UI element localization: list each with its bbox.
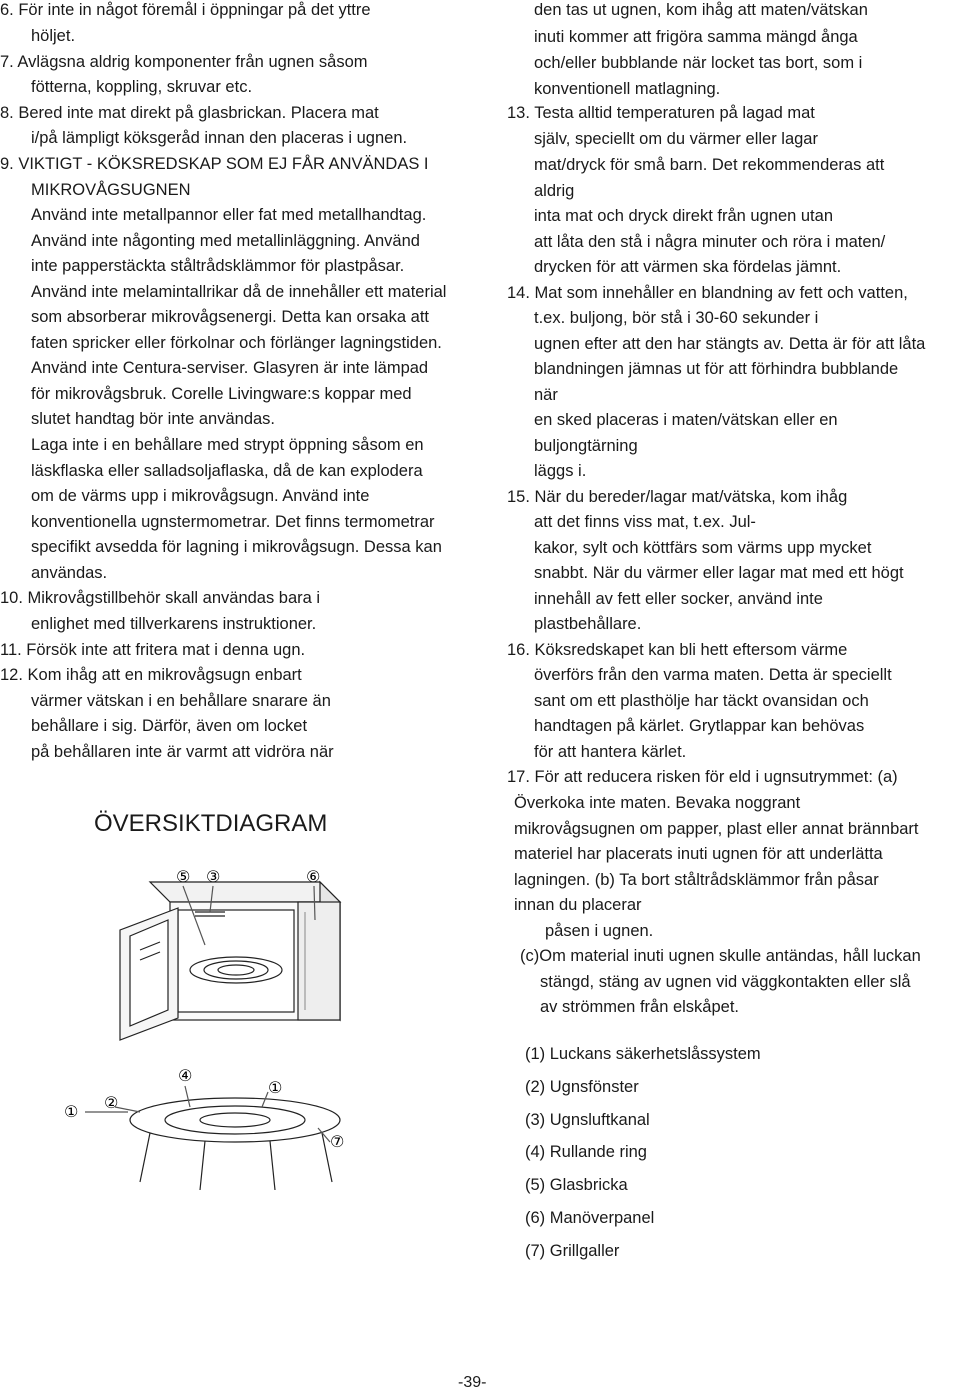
text-line: MIKROVÅGSUGNEN	[31, 181, 191, 199]
text-line: 14. Mat som innehåller en blandning av fett och vatten,	[507, 284, 908, 302]
text-line: om de värms upp i mikrovågsugn. Använd inte	[31, 487, 370, 505]
text-line: läskflaska eller salladsoljaflaska, då de kan explodera	[31, 462, 423, 480]
text-line: stängd, stäng av ugnen vid väggkontakten eller slå	[540, 973, 911, 991]
legend-item: (2) Ugnsfönster	[525, 1078, 639, 1096]
text-line: inta mat och dryck direkt från ugnen utan	[534, 207, 833, 225]
text-line: behållare i sig. Därför, även om locket	[31, 717, 308, 735]
text-line: lagningen. (b) Ta bort ståltrådsklämmor från påsar	[514, 871, 879, 889]
text-line: konventionell matlagning.	[534, 80, 721, 98]
text-line: den tas ut ugnen, kom ihåg att maten/vätskan	[534, 1, 868, 19]
text-line: plastbehållare.	[534, 615, 642, 633]
text-line: på behållaren inte är varmt att vidröra när	[31, 743, 334, 761]
text-line: buljongtärning	[534, 437, 638, 455]
text-line: 12. Kom ihåg att en mikrovågsugn enbart	[0, 666, 302, 684]
text-line: konventionella ugnstermometrar. Det finns termometrar	[31, 513, 435, 531]
text-line: för mikrovågsbruk. Corelle Livingware:s koppar med	[31, 385, 412, 403]
text-line: inuti kommer att frigöra samma mängd ånga	[534, 28, 858, 46]
text-line: 16. Köksredskapet kan bli hett eftersom värme	[507, 641, 848, 659]
text-line: påsen i ugnen.	[545, 922, 654, 940]
text-line: Laga inte i en behållare med strypt öppning såsom en	[31, 436, 424, 454]
text-line: 9. VIKTIGT - KÖKSREDSKAP SOM EJ FÅR ANVÄNDAS I	[0, 155, 429, 173]
text-line: värmer vätskan i en behållare snarare än	[31, 692, 331, 710]
text-line: användas.	[31, 564, 108, 582]
text-line: själv, speciellt om du värmer eller lagar	[534, 130, 818, 148]
text-line: sant om ett plasthölje har täckt ovansidan och	[534, 692, 869, 710]
text-line: 17. För att reducera risken för eld i ugnsutrymmet: (a)	[507, 768, 898, 786]
text-line: mikrovågsugnen om papper, plast eller annat brännbart	[514, 820, 919, 838]
callout-1: ①	[268, 1078, 283, 1097]
callout-2: ②	[104, 1093, 119, 1112]
text-line: av strömmen från elskåpet.	[540, 998, 739, 1016]
text-line: inte papperstäckta ståltrådsklämmor för plastpåsar.	[31, 257, 405, 275]
legend-item: (3) Ugnsluftkanal	[525, 1111, 650, 1129]
text-line: snabbt. När du värmer eller lagar mat med ett högt	[534, 564, 904, 582]
page-number: -39-	[458, 1374, 487, 1391]
text-line: Använd inte Centura-serviser. Glasyren är inte lämpad	[31, 359, 429, 377]
text-line: en sked placeras i maten/vätskan eller en	[534, 411, 838, 429]
text-line: som absorberar mikrovågsenergi. Detta kan orsaka att	[31, 308, 430, 326]
legend-item: (5) Glasbricka	[525, 1176, 628, 1194]
text-line: enlighet med tillverkarens instruktioner.	[31, 615, 317, 633]
text-line: materiel har placerats inuti ugnen för att underlätta	[514, 845, 883, 863]
text-line: överförs från den varma maten. Detta är speciellt	[534, 666, 892, 684]
text-line: innan du placerar	[514, 896, 642, 914]
text-line: att låta den stå i några minuter och röra i maten/	[534, 233, 886, 251]
text-line: för att hantera kärlet.	[534, 743, 687, 761]
legend-item: (1) Luckans säkerhetslåssystem	[525, 1045, 761, 1063]
text-line: och/eller bubblande när locket tas bort, som i	[534, 54, 863, 72]
text-line: att det finns viss mat, t.ex. Jul-	[534, 513, 756, 531]
diagram-title: ÖVERSIKTDIAGRAM	[94, 810, 328, 837]
text-line: 10. Mikrovågstillbehör skall användas bara i	[0, 589, 321, 607]
text-line: handtagen på kärlet. Grytlappar kan behövas	[534, 717, 865, 735]
text-line: Använd inte någonting med metallinläggning. Använd	[31, 232, 420, 250]
text-line: 7. Avlägsna aldrig komponenter från ugnen såsom	[0, 53, 368, 71]
text-line: t.ex. buljong, bör stå i 30-60 sekunder i	[534, 309, 819, 327]
text-line: 6. För inte in något föremål i öppningar på det yttre	[0, 1, 371, 19]
text-line: blandningen jämnas ut för att förhindra bubblande	[534, 360, 899, 378]
text-line: 11. Försök inte att fritera mat i denna ugn.	[0, 641, 306, 659]
callout-1: ①	[64, 1102, 79, 1121]
legend-item: (4) Rullande ring	[525, 1143, 647, 1161]
text-line: läggs i.	[534, 462, 587, 480]
legend-item: (6) Manöverpanel	[525, 1209, 655, 1227]
text-line: 15. När du bereder/lagar mat/vätska, kom ihåg	[507, 488, 848, 506]
text-line: Använd inte metallpannor eller fat med metallhandtag.	[31, 206, 427, 224]
text-line: (c)Om material inuti ugnen skulle antändas, håll luckan	[520, 947, 921, 965]
text-line: slutet handtag bör inte användas.	[31, 410, 276, 428]
text-line: höljet.	[31, 27, 76, 45]
text-line: 13. Testa alltid temperaturen på lagad mat	[507, 104, 815, 122]
text-line: kakor, sylt och köttfärs som värms upp mycket	[534, 539, 872, 557]
text-line: fötterna, koppling, skruvar etc.	[31, 78, 253, 96]
text-line: Använd inte melamintallrikar då de innehåller ett material	[31, 283, 447, 301]
text-line: aldrig	[534, 182, 575, 200]
callout-7: ⑦	[330, 1132, 345, 1151]
callout-3: ③	[206, 867, 221, 886]
text-line: när	[534, 386, 558, 404]
text-line: ugnen efter att den har stängts av. Detta är för att låta	[534, 335, 926, 353]
text-line: drycken för att värmen ska fördelas jämnt.	[534, 258, 842, 276]
oven-diagram	[0, 850, 500, 1230]
callout-5: ⑤	[176, 867, 191, 886]
text-line: faten spricker eller förkolnar och förlänger lagningstiden.	[31, 334, 442, 352]
text-line: mat/dryck för små barn. Det rekommenderas att	[534, 156, 885, 174]
text-line: i/på lämpligt köksgeråd innan den placeras i ugnen.	[31, 129, 408, 147]
legend-item: (7) Grillgaller	[525, 1242, 620, 1260]
callout-6: ⑥	[306, 867, 321, 886]
text-line: specifikt avsedda för lagning i mikrovågsugn. Dessa kan	[31, 538, 442, 556]
text-line: innehåll av fett eller socker, använd inte	[534, 590, 823, 608]
text-line: 8. Bered inte mat direkt på glasbrickan. Placera mat	[0, 104, 379, 122]
text-line: Överkoka inte maten. Bevaka noggrant	[514, 794, 801, 812]
callout-4: ④	[178, 1066, 193, 1085]
